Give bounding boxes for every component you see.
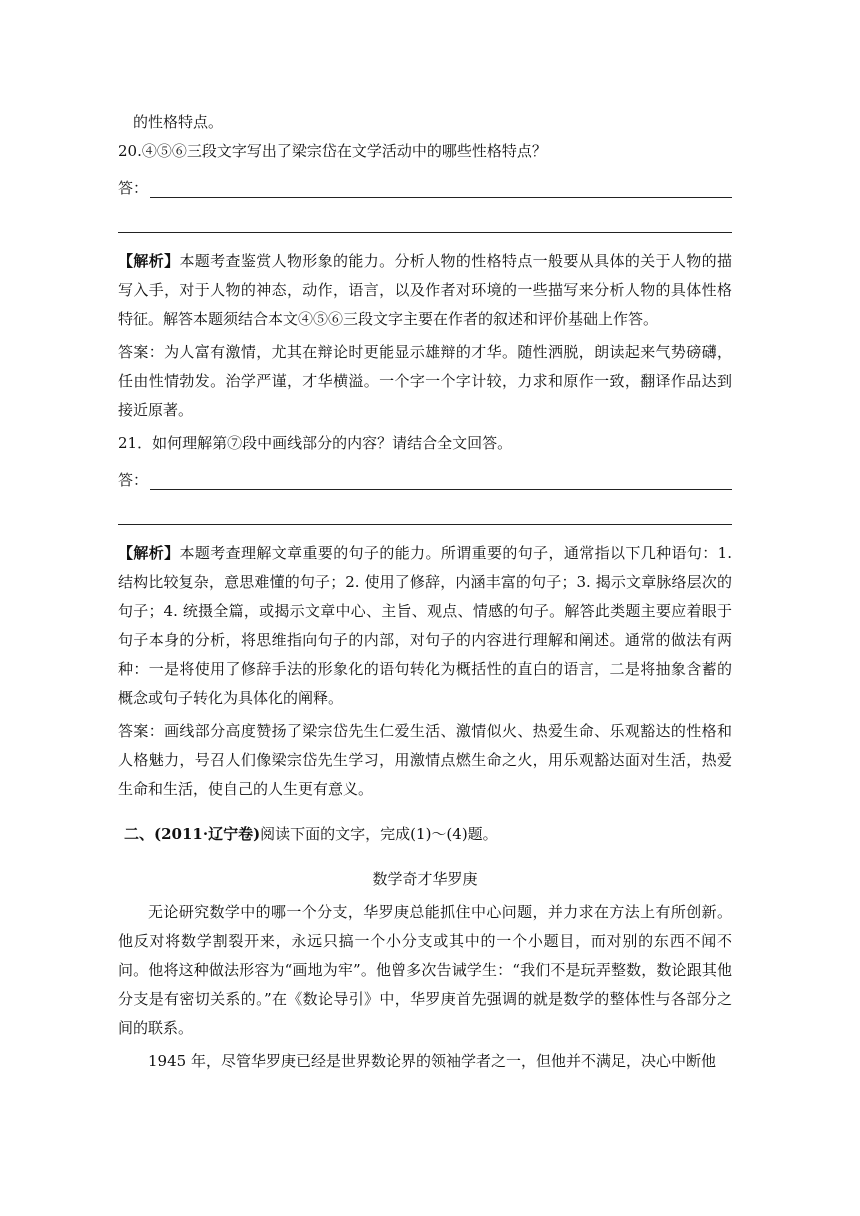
analysis-tag: 【解析】 (118, 252, 180, 270)
page-content (118, 108, 732, 1080)
q21-analysis (118, 539, 732, 713)
section-2-heading (118, 819, 732, 849)
q21-answer-label: 答： (118, 471, 149, 489)
q21-answer-line-1[interactable] (150, 469, 732, 490)
q20-analysis-text: 本题考查鉴赏人物形象的能力。分析人物的性格特点一般要从具体的关于人物的描写入手，对于人物的神态，动作，语言，以及作者对环境的一些描写来分析人物的具体性格特征。解答本题须结合本文④⑤⑥三段文字主要在作者的叙述和评价基础上作答。 (118, 252, 732, 328)
q21-answer-line-2[interactable] (118, 490, 732, 525)
article-paragraph: 1945 年，尽管华罗庚已经是世界数论界的领袖学者之一，但他并不满足，决心中断他 (148, 1052, 716, 1070)
q20-answer-row (118, 166, 732, 198)
section-2-instruction: 阅读下面的文字，完成(1)～(4)题。 (260, 825, 498, 843)
continued-text: 的性格特点。 (133, 113, 224, 131)
q21-analysis-text: 本题考查理解文章重要的句子的能力。所谓重要的句子，通常指以下几种语句：1. 结构比较复杂，意思难懂的句子；2. 使用了修辞，内涵丰富的句子；3. 揭示文章脉络层次的句子；4. 统摄全篇，或揭示文章中心、主旨、观点、情感的句子。解答此类题主要应着眼于句子本身的分析，将思维指向句子的内部，对句子的内容进行理解和阐述。通常的做法有两种：一是将使用了修辞手法的形象化的语句转化为概括性的直白的语言，二是将抽象含蓄的概念或句子转化为具体化的阐释。 (118, 544, 732, 707)
q20-answer: 答案：为人富有激情，尤其在辩论时更能显示雄辩的才华。随性洒脱，朗读起来气势磅礴，任由性情勃发。治学严谨，才华横溢。一个字一个字计较，力求和原作一致，翻译作品达到接近原著。 (118, 343, 732, 419)
q20-analysis (118, 247, 732, 334)
section-2-source: 二、(2011·辽宁卷) (124, 825, 261, 843)
analysis-tag: 【解析】 (118, 544, 180, 562)
article-paragraph: 无论研究数学中的哪一个分支，华罗庚总能抓住中心问题，并力求在方法上有所创新。他反对将数学割裂开来，永远只搞一个小分支或其中的一个小题目，而对别的东西不闻不问。他将这种做法形容为“画地为牢”。他曾多次告诫学生：“我们不是玩弄整数，数论跟其他分支是有密切关系的。”在《数论导引》中，华罗庚首先强调的就是数学的整体性与各部分之间的联系。 (118, 903, 732, 1037)
question-20: 20.④⑤⑥三段文字写出了梁宗岱在文学活动中的哪些性格特点？ (118, 142, 547, 160)
q21-answer: 答案：画线部分高度赞扬了梁宗岱先生仁爱生活、激情似火、热爱生命、乐观豁达的性格和人格魅力，号召人们像梁宗岱先生学习，用激情点燃生命之火，用乐观豁达面对生活，热爱生命和生活，使自己的人生更有意义。 (118, 722, 732, 798)
q21-answer-row (118, 458, 732, 490)
q20-answer-line-1[interactable] (150, 177, 732, 198)
q20-answer-label: 答： (118, 179, 149, 197)
q20-answer-line-2[interactable] (118, 198, 732, 233)
question-21: 21．如何理解第⑦段中画线部分的内容？请结合全文回答。 (118, 434, 513, 452)
article-title: 数学奇才华罗庚 (372, 870, 478, 888)
